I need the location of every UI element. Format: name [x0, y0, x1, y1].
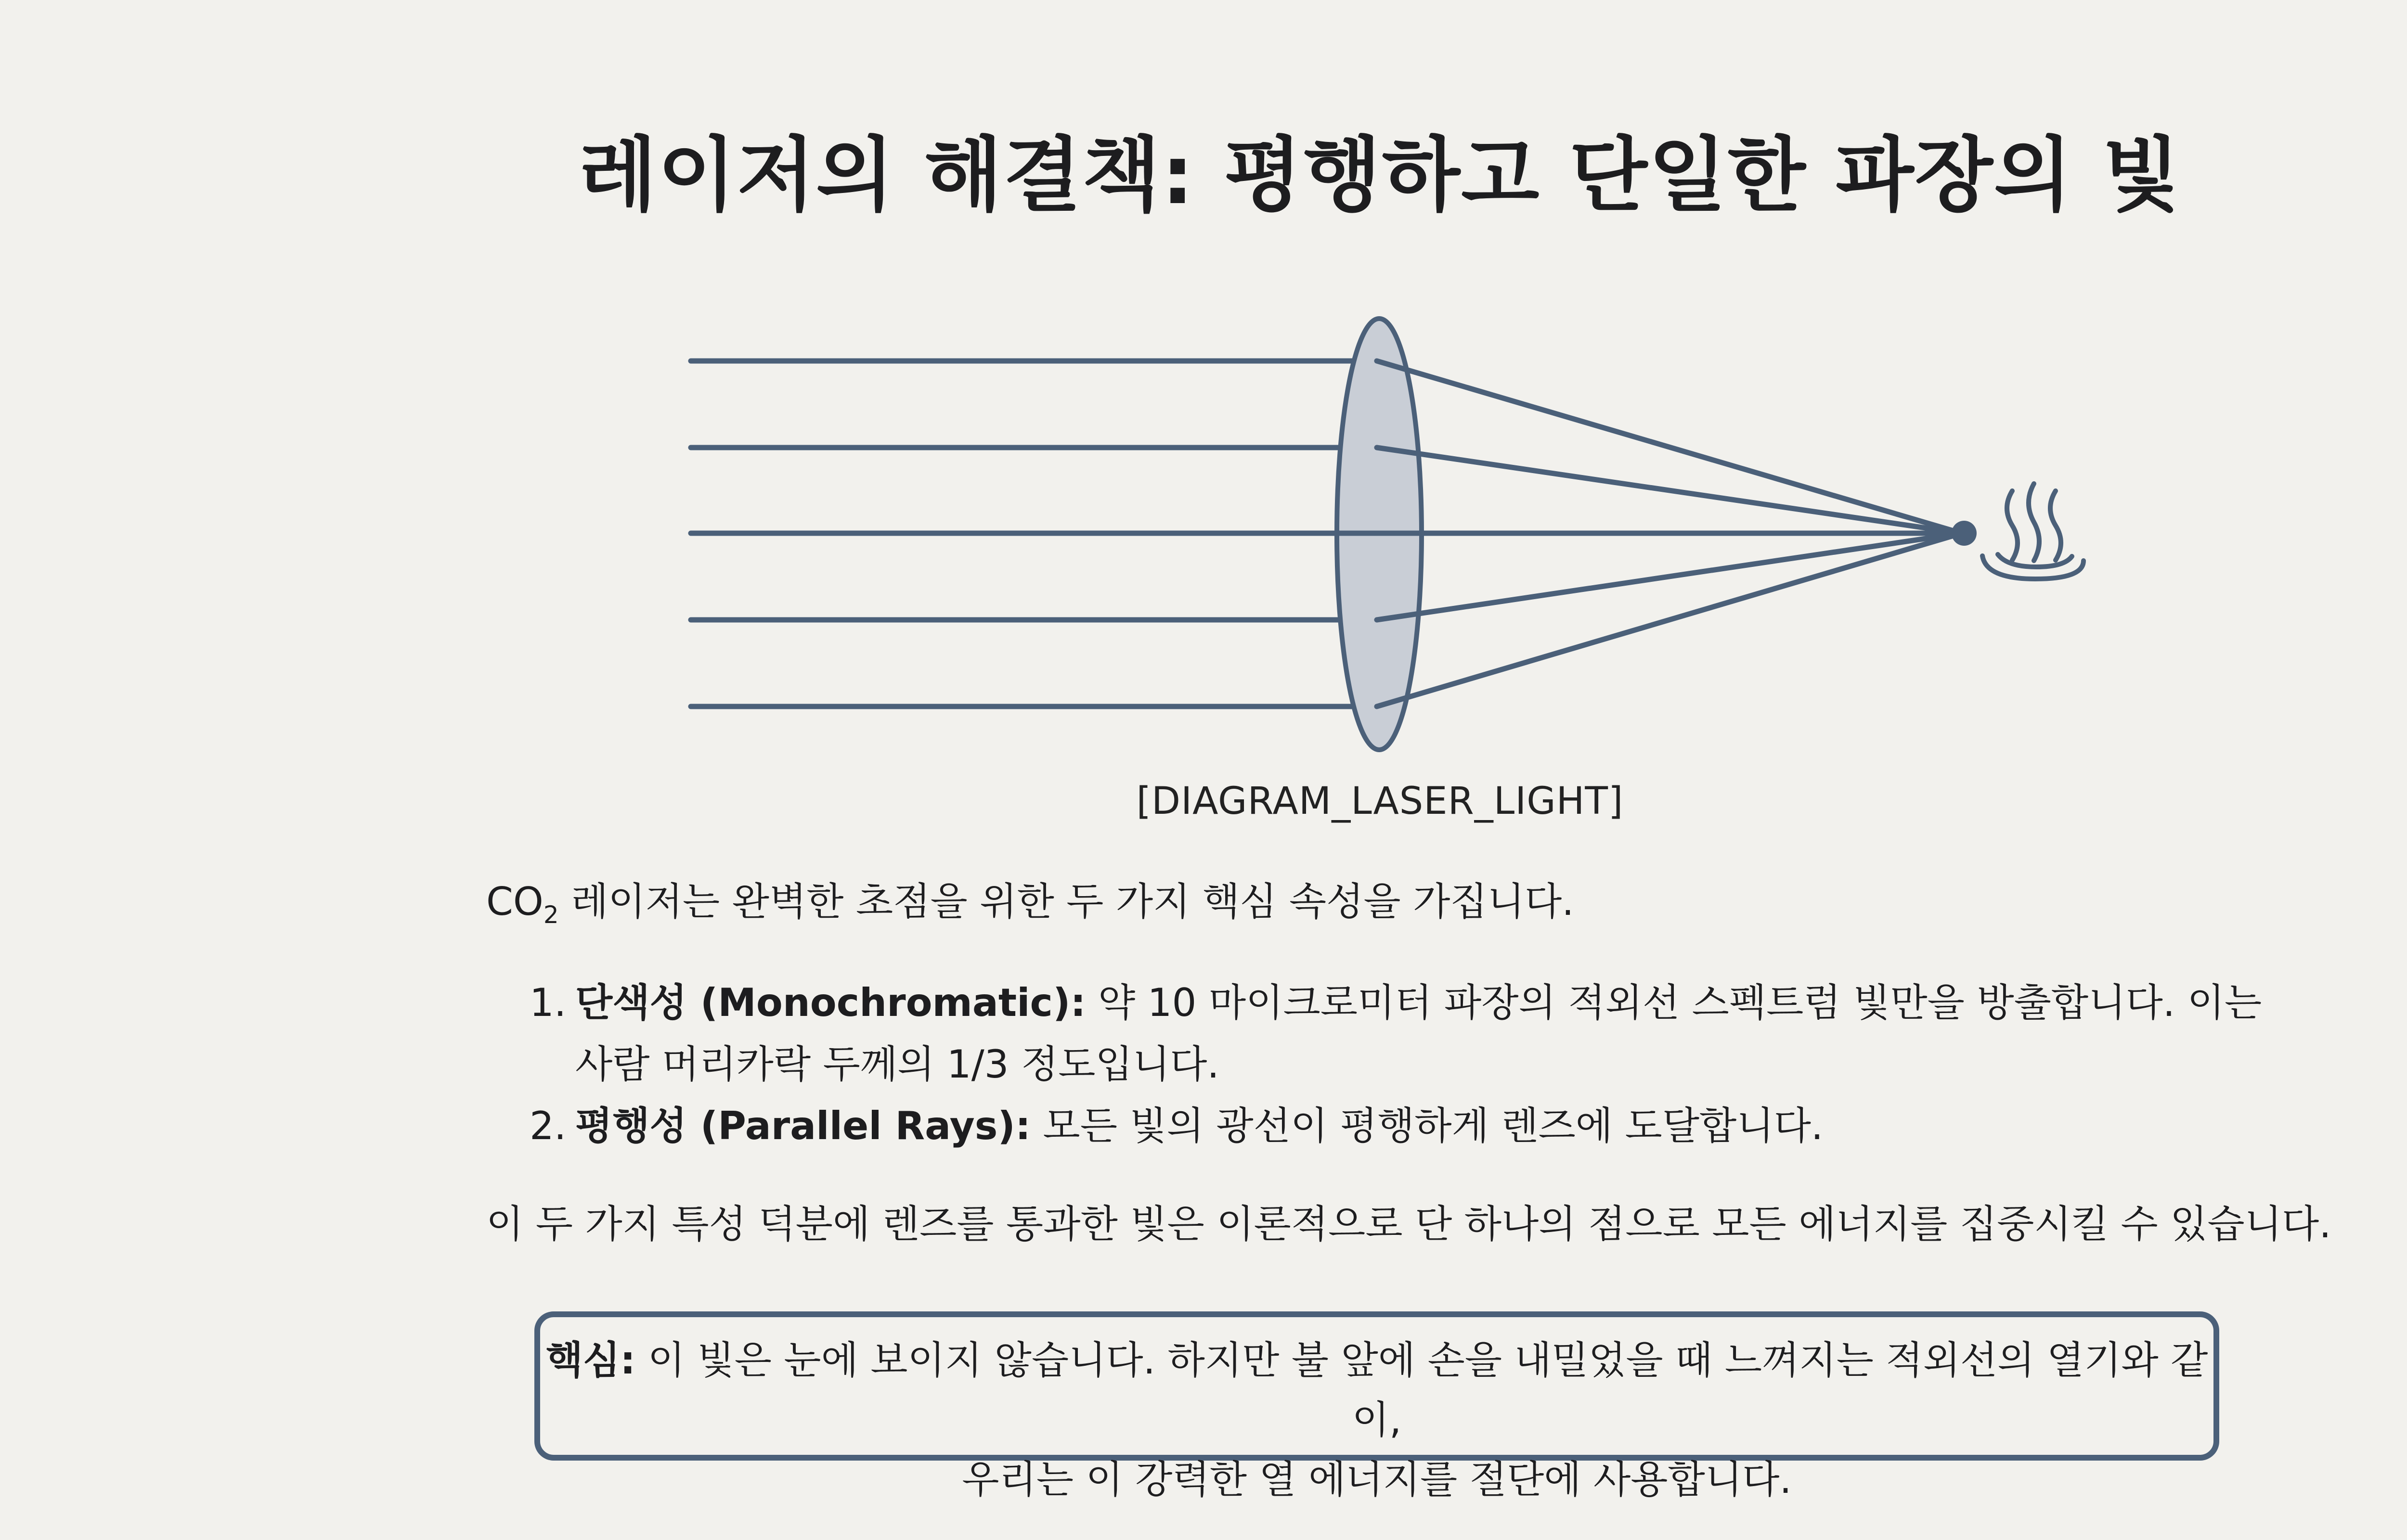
list-number: 2.: [530, 1104, 567, 1148]
property-term: 평행성 (Parallel Rays):: [575, 1104, 1031, 1148]
focused-ray-2: [1377, 448, 1962, 533]
diagram-caption: [DIAGRAM_LASER_LIGHT]: [1136, 780, 1624, 823]
heat-waves-icon: [1982, 484, 2083, 579]
list-item: [486, 1095, 2267, 1157]
intro-subscript: 2: [543, 901, 559, 929]
key-callout-box: [534, 1311, 2219, 1502]
callout-line-2: 우리는 이 강력한 열 에너지를 절단에 사용합니다.: [962, 1457, 1792, 1502]
focused-ray-1: [1377, 361, 1962, 533]
callout-label: 핵심:: [545, 1338, 636, 1383]
focused-ray-4: [1377, 533, 1962, 620]
callout-text-1: 이 빛은 눈에 보이지 않습니다. 하지만 불 앞에 손을 내밀었을 때 느껴지는 적외선의 열기와 같이,: [635, 1338, 2208, 1442]
list-item: [486, 972, 2267, 1095]
intro-text: [486, 871, 2316, 946]
summary-text: 이 두 가지 특성 덕분에 렌즈를 통과한 빛은 이론적으로 단 하나의 점으로 모든 에너지를 집중시킬 수 있습니다.: [486, 1202, 2331, 1246]
intro-prefix: CO: [486, 879, 544, 924]
focal-point-icon: [1952, 521, 1977, 546]
intro-suffix: 레이저는 완벽한 초점을 위한 두 가지 핵심 속성을 가집니다.: [558, 879, 1574, 924]
property-description: 모든 빛의 광선이 평행하게 렌즈에 도달합니다.: [1030, 1104, 1824, 1148]
property-term: 단색성 (Monochromatic):: [575, 980, 1086, 1025]
list-number: 1.: [530, 980, 567, 1025]
focused-ray-5: [1377, 533, 1962, 706]
property-list: [486, 972, 2267, 1157]
callout-line-1: [540, 1331, 2213, 1450]
slide-title: 레이저의 해결책: 평행하고 단일한 파장의 빛: [579, 128, 2181, 222]
property-description: 약 10 마이크로미터 파장의 적외선 스펙트럼 빛만을 방출합니다. 이는 사람 머리카락 두께의 1/3 정도입니다.: [575, 980, 2262, 1087]
laser-focus-diagram: [664, 298, 2089, 770]
